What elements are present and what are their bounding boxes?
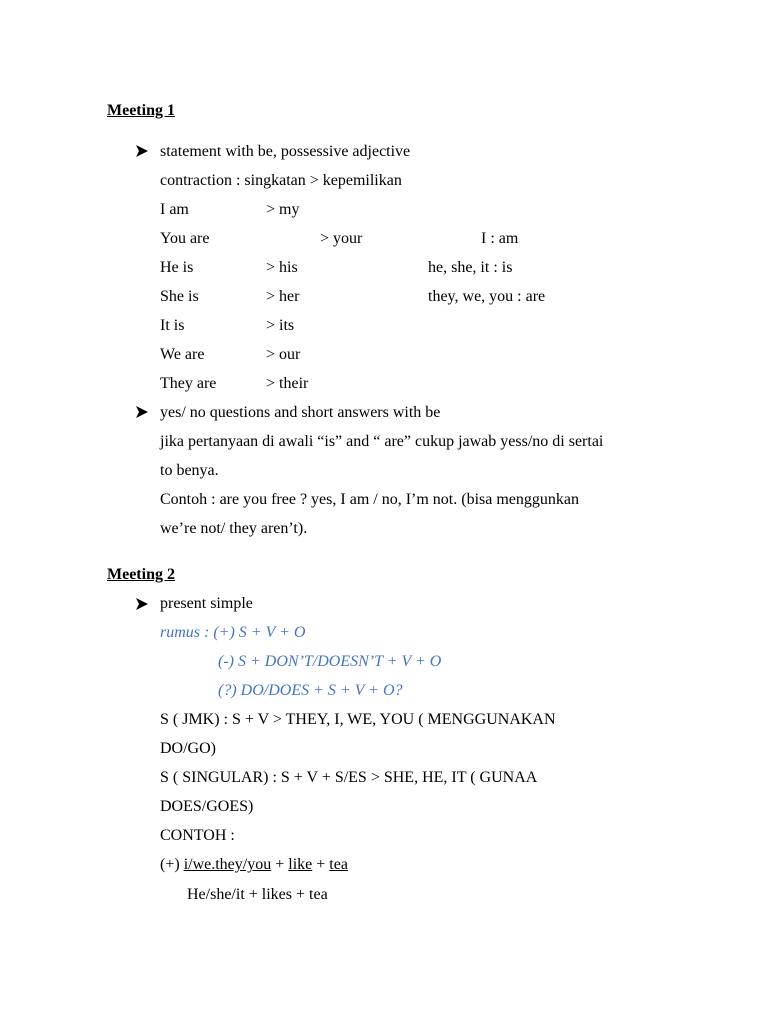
bullet-statement-with-be: statement with be, possessive adjective xyxy=(160,143,411,160)
note-he-she-it: he, she, it : is xyxy=(428,259,513,276)
possessive-your: > your xyxy=(320,230,363,247)
contraction-line: contraction : singkatan > kepemilikan xyxy=(160,172,402,189)
bullet-present-simple: present simple xyxy=(160,595,253,612)
meeting-1-heading: Meeting 1 xyxy=(107,102,175,119)
pronoun-they-are: They are xyxy=(160,375,217,392)
formula-negative: (-) S + DON’T/DOESN’T + V + O xyxy=(218,653,442,670)
example-verb: like xyxy=(288,856,313,873)
possessive-our: > our xyxy=(266,346,301,363)
bullet-yes-no-questions: yes/ no questions and short answers with be xyxy=(160,404,441,421)
possessive-my: > my xyxy=(266,201,300,218)
contoh-label: CONTOH : xyxy=(160,827,235,844)
formula-question: (?) DO/DOES + S + V + O? xyxy=(218,682,403,699)
example-subject: i/we.they/you xyxy=(183,856,272,873)
example-object: tea xyxy=(329,856,348,873)
arrowhead-bullet-icon xyxy=(135,144,149,158)
paragraph-line: DOES/GOES) xyxy=(160,798,254,815)
pronoun-she-is: She is xyxy=(160,288,199,305)
example-plus: + xyxy=(271,856,289,873)
pronoun-i-am: I am xyxy=(160,201,189,218)
paragraph-line: jika pertanyaan di awali “is” and “ are” cukup jawab yess/no di sertai xyxy=(160,433,604,450)
paragraph-line: DO/GO) xyxy=(160,740,216,757)
possessive-their: > their xyxy=(266,375,309,392)
meeting-2-heading: Meeting 2 xyxy=(107,566,175,583)
paragraph-line: S ( JMK) : S + V > THEY, I, WE, YOU ( MENGGUNAKAN xyxy=(160,711,556,728)
pronoun-you-are: You are xyxy=(160,230,210,247)
formula-positive: rumus : (+) S + V + O xyxy=(160,624,306,641)
pronoun-he-is: He is xyxy=(160,259,194,276)
example-prefix: (+) xyxy=(160,856,184,873)
possessive-his: > his xyxy=(266,259,298,276)
example-positive-singular: He/she/it + likes + tea xyxy=(187,886,328,903)
pronoun-it-is: It is xyxy=(160,317,185,334)
paragraph-line: S ( SINGULAR) : S + V + S/ES > SHE, HE, IT ( GUNAA xyxy=(160,769,538,786)
pronoun-we-are: We are xyxy=(160,346,205,363)
arrowhead-bullet-icon xyxy=(135,597,149,611)
paragraph-line: to benya. xyxy=(160,462,219,479)
possessive-its: > its xyxy=(266,317,295,334)
note-i-am: I : am xyxy=(481,230,519,247)
example-plus: + xyxy=(312,856,330,873)
possessive-her: > her xyxy=(266,288,300,305)
paragraph-line: we’re not/ they aren’t). xyxy=(160,520,308,537)
example-positive-plural xyxy=(160,855,348,875)
paragraph-line: Contoh : are you free ? yes, I am / no, I’m not. (bisa menggunkan xyxy=(160,491,579,508)
arrowhead-bullet-icon xyxy=(135,405,149,419)
note-they-we-you: they, we, you : are xyxy=(428,288,546,305)
